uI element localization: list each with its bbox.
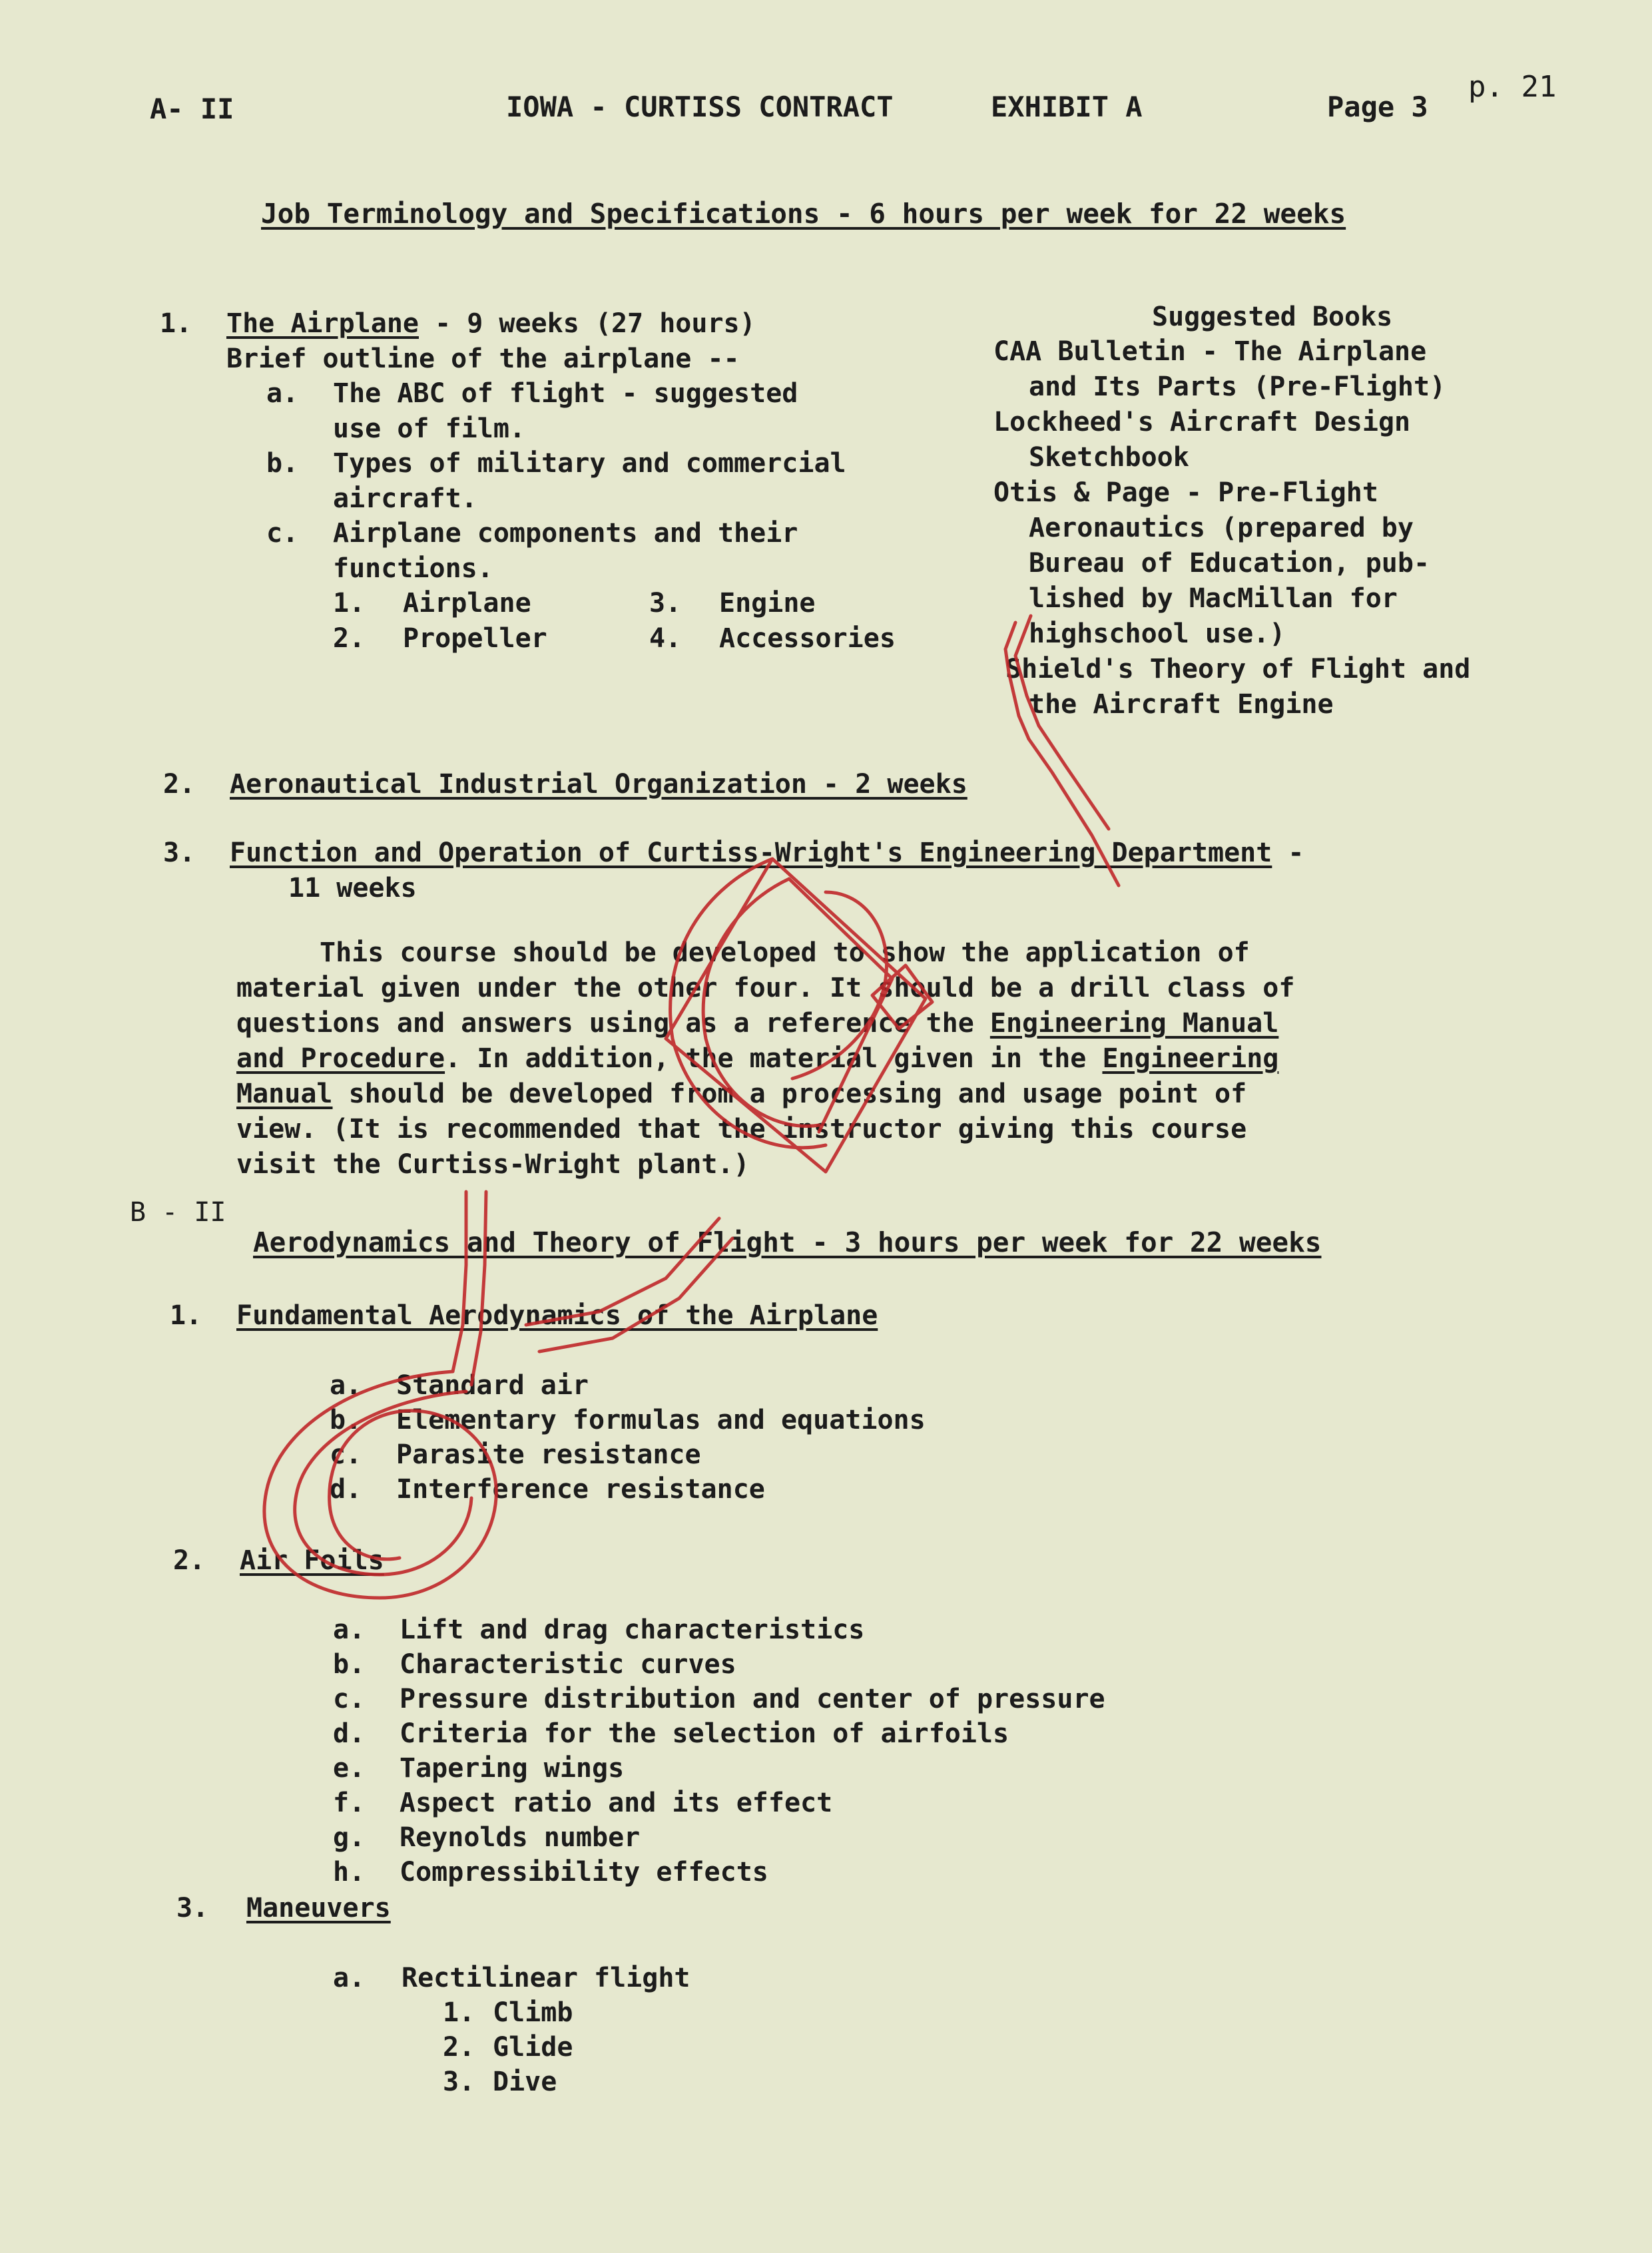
b3-a-label: a.	[333, 1963, 366, 1993]
component-3-num: 3.	[649, 588, 682, 619]
paragraph-line-6: view. (It is recommended that the instructor giving this course	[236, 1114, 1247, 1144]
manual-ref: Manual	[236, 1079, 333, 1109]
b-item2-title: Air Foils	[240, 1545, 384, 1576]
a-item3-title: Function and Operation of Curtiss-Wright's Engineering Department	[230, 838, 1272, 868]
component-1-text: Airplane	[403, 588, 531, 619]
book-line: Lockheed's Aircraft Design	[993, 407, 1411, 437]
header-title: IOWA - CURTISS CONTRACT	[506, 91, 894, 123]
book-line: Otis & Page - Pre-Flight	[993, 477, 1378, 508]
b1-sub-text: Elementary formulas and equations	[396, 1405, 926, 1435]
a-item3-dash: -	[1272, 838, 1304, 868]
a-item1-c-text1: Airplane components and their	[333, 518, 798, 549]
b2-sub-text: Reynolds number	[400, 1822, 641, 1853]
b1-sub-label: c.	[330, 1439, 362, 1470]
book-line: highschool use.)	[1029, 619, 1286, 649]
procedure-ref: and Procedure	[236, 1043, 445, 1074]
header-section: A- II	[150, 93, 234, 125]
b2-sub-label: g.	[333, 1822, 366, 1853]
book-line: CAA Bulletin - The Airplane	[993, 336, 1427, 367]
paragraph-line-2: material given under the other four. It should be a drill class of	[236, 973, 1295, 1003]
b2-sub-text: Tapering wings	[400, 1753, 625, 1784]
page-number: p. 21	[1468, 70, 1557, 104]
b-item2-number: 2.	[173, 1545, 206, 1576]
paragraph-line-4	[236, 1041, 1278, 1076]
a-item1-title-line	[226, 306, 756, 341]
paragraph-line-1: This course should be developed to show the application of	[320, 937, 1250, 968]
b1-sub-label: b.	[330, 1405, 362, 1435]
maneuver-text: Dive	[493, 2067, 557, 2097]
b2-sub-text: Criteria for the selection of airfoils	[400, 1718, 1009, 1749]
a-item1-a-label: a.	[266, 378, 299, 409]
book-line: the Aircraft Engine	[1029, 689, 1334, 720]
component-2-text: Propeller	[403, 623, 547, 654]
paragraph-line-7: visit the Curtiss-Wright plant.)	[236, 1149, 750, 1180]
a-item1-outline: Brief outline of the airplane --	[226, 344, 740, 374]
paragraph-line-5	[236, 1077, 1246, 1111]
header-exhibit: EXHIBIT A	[991, 91, 1143, 123]
engineering-manual-ref: Engineering Manual	[989, 1008, 1279, 1039]
section-b-heading: Aerodynamics and Theory of Flight - 3 hours per week for 22 weeks	[253, 1226, 1322, 1258]
b2-sub-label: a.	[333, 1615, 366, 1645]
section-a-heading: Job Terminology and Specifications - 6 hours per week for 22 weeks	[261, 198, 1346, 230]
book-line: lished by MacMillan for	[1029, 583, 1398, 614]
b2-sub-label: f.	[333, 1788, 366, 1818]
b-item1-number: 1.	[170, 1300, 202, 1331]
b1-sub-label: a.	[330, 1370, 362, 1401]
a-item3-title-line	[230, 836, 1304, 870]
b2-sub-text: Aspect ratio and its effect	[400, 1788, 833, 1818]
b2-sub-label: c.	[333, 1684, 366, 1714]
book-line: Shield's Theory of Flight and	[1005, 654, 1471, 684]
maneuver-num: 3.	[443, 2067, 475, 2097]
maneuver-text: Climb	[493, 1997, 573, 2028]
b-item1-title: Fundamental Aerodynamics of the Airplane	[236, 1300, 878, 1331]
b1-sub-label: d.	[330, 1474, 362, 1505]
b2-sub-text: Compressibility effects	[400, 1857, 768, 1887]
a-item1-title: The Airplane	[226, 308, 419, 339]
books-heading: Suggested Books	[1152, 302, 1393, 332]
maneuver-num: 2.	[443, 2032, 475, 2063]
component-2-num: 2.	[333, 623, 366, 654]
b2-sub-label: h.	[333, 1857, 366, 1887]
component-4-num: 4.	[649, 623, 682, 654]
b-item3-title: Maneuvers	[246, 1893, 391, 1923]
a-item1-c-label: c.	[266, 518, 299, 549]
header-page: Page 3	[1327, 91, 1428, 123]
component-1-num: 1.	[333, 588, 366, 619]
book-line: Bureau of Education, pub-	[1029, 548, 1430, 579]
a-item1-b-text1: Types of military and commercial	[333, 448, 846, 479]
paragraph-line-5-text: should be developed from a processing and usage point of	[332, 1079, 1247, 1109]
a-item1-a-text1: The ABC of flight - suggested	[333, 378, 798, 409]
a-item2-number: 2.	[163, 769, 196, 800]
b1-sub-text: Parasite resistance	[396, 1439, 701, 1470]
engineering-ref: Engineering	[1102, 1043, 1279, 1074]
a-item1-b-text2: aircraft.	[333, 483, 477, 514]
paragraph-line-3	[236, 1006, 1278, 1041]
component-4-text: Accessories	[719, 623, 896, 654]
section-b-label: B - II	[130, 1197, 226, 1228]
a-item1-a-text2: use of film.	[333, 413, 525, 444]
a-item1-duration: - 9 weeks (27 hours)	[418, 308, 756, 339]
b1-sub-text: Standard air	[396, 1370, 589, 1401]
a-item1-number: 1.	[160, 308, 192, 339]
b2-sub-label: d.	[333, 1718, 366, 1749]
b2-sub-text: Lift and drag characteristics	[400, 1615, 865, 1645]
a-item3-duration: 11 weeks	[288, 873, 417, 903]
b2-sub-label: b.	[333, 1649, 366, 1680]
paragraph-line-3-text: questions and answers using as a reference the	[236, 1008, 990, 1039]
b3-a-text: Rectilinear flight	[402, 1963, 690, 1993]
component-3-text: Engine	[719, 588, 816, 619]
maneuver-num: 1.	[443, 1997, 475, 2028]
paragraph-line-4-text: . In addition, the material given in the	[445, 1043, 1103, 1074]
b-item3-number: 3.	[176, 1893, 209, 1923]
a-item2-title: Aeronautical Industrial Organization - 2 weeks	[230, 769, 967, 800]
a-item1-c-text2: functions.	[333, 553, 493, 584]
book-line: and Its Parts (Pre-Flight)	[1029, 372, 1446, 402]
b2-sub-text: Characteristic curves	[400, 1649, 736, 1680]
b1-sub-text: Interference resistance	[396, 1474, 765, 1505]
maneuver-text: Glide	[493, 2032, 573, 2063]
book-line: Aeronautics (prepared by	[1029, 513, 1414, 543]
b2-sub-label: e.	[333, 1753, 366, 1784]
a-item1-b-label: b.	[266, 448, 299, 479]
b2-sub-text: Pressure distribution and center of pressure	[400, 1684, 1105, 1714]
a-item3-number: 3.	[163, 838, 196, 868]
book-line: Sketchbook	[1029, 442, 1189, 473]
